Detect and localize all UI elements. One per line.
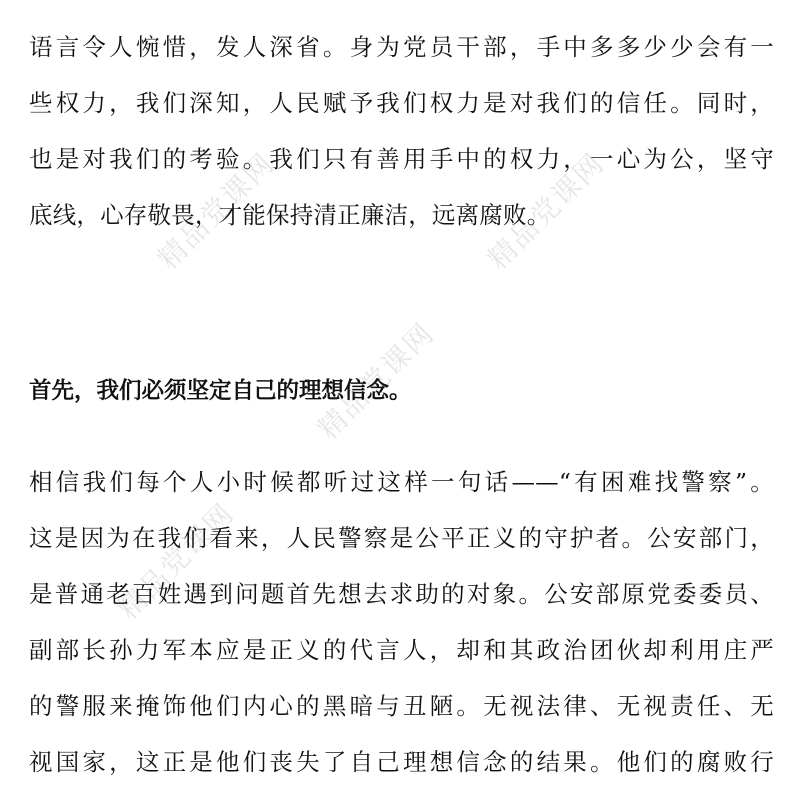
watermark: 精品党课网 [311,316,441,446]
watermark: 精品党课网 [111,496,241,626]
paragraph-line: 是普通老百姓遇到问题首先想去求助的对象。公安部原党委委员、 [29,580,774,608]
paragraph-line: 也是对我们的考验。我们只有善用手中的权力，一心为公，坚守 [29,145,774,173]
paragraph-line: 的警服来掩饰他们内心的黑暗与丑陋。无视法律、无视责任、无 [29,692,774,720]
paragraph-line: 底线，心存敬畏，才能保持清正廉洁，远离腐败。 [29,201,551,229]
paragraph-line: 这是因为在我们看来，人民警察是公平正义的守护者。公安部门， [29,524,774,552]
paragraph-line: 副部长孙力军本应是正义的代言人，却和其政治团伙却利用庄严 [29,636,774,664]
paragraph-line: 视国家，这正是他们丧失了自己理想信念的结果。他们的腐败行 [29,748,774,776]
watermark: 精品党课网 [481,146,611,276]
watermark: 精品党课网 [151,146,281,276]
paragraph-line: 些权力，我们深知，人民赋予我们权力是对我们的信任。同时， [29,89,774,117]
paragraph-line: 语言令人惋惜，发人深省。身为党员干部，手中多多少少会有一 [29,33,774,61]
paragraph-line: 相信我们每个人小时候都听过这样一句话——“有困难找警察”。 [29,468,774,496]
section-heading: 首先，我们必须坚定自己的理想信念。 [29,378,412,404]
